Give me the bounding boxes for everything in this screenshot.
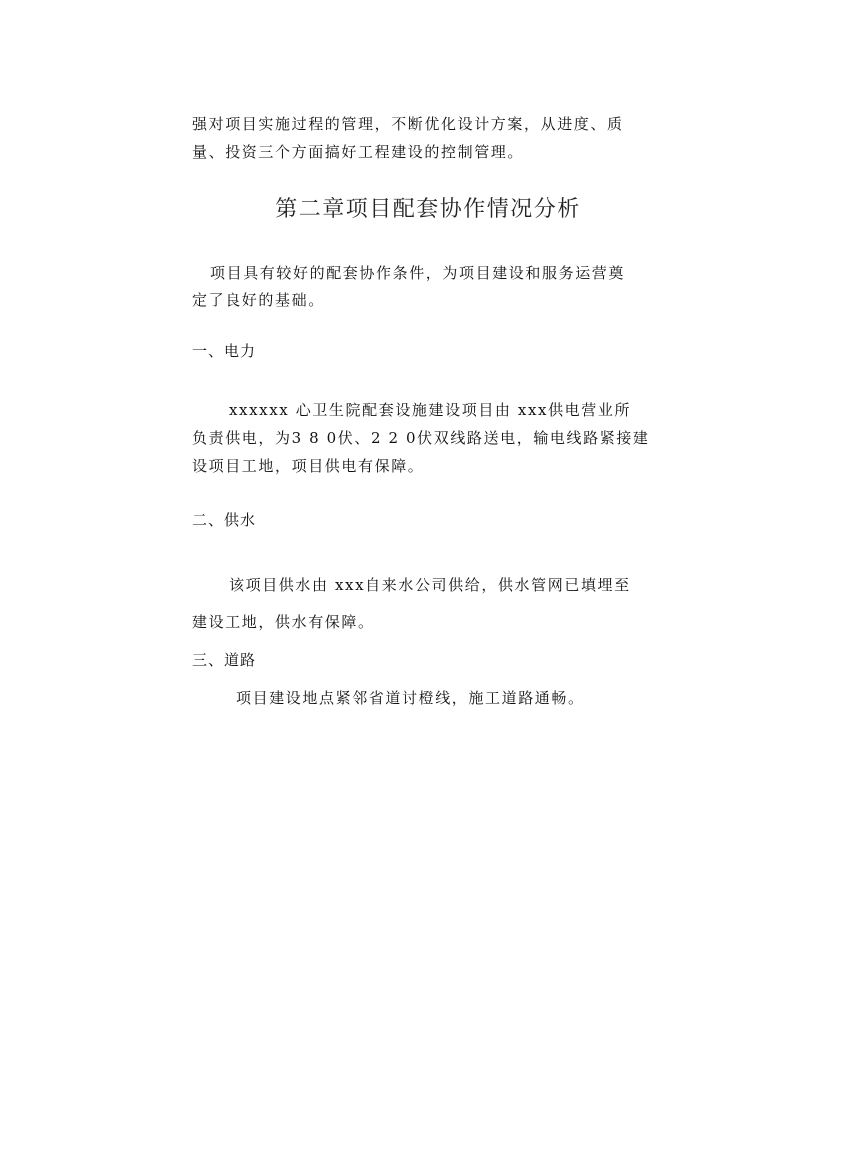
water-line-2: 建设工地，供水有保障。	[192, 613, 375, 631]
summary-line-2: 定了良好的基础。	[192, 291, 325, 309]
section-heading-roads: 三、道路	[192, 651, 257, 669]
electricity-line-2: 负责供电，为3 8 0伏、2 2 0伏双线路送电，输电线路紧接建	[192, 429, 650, 447]
roads-line-1: 项目建设地点紧邻省道讨橙线，施工道路通畅。	[236, 689, 585, 707]
electricity-line-3: 设项目工地，项目供电有保障。	[192, 457, 425, 475]
summary-line-1: 项目具有较好的配套协作条件，为项目建设和服务运营奠	[210, 264, 626, 282]
intro-line-1: 强对项目实施过程的管理，不断优化设计方案，从进度、质	[192, 115, 624, 133]
electricity-line-1: xxxxxx 心卫生院配套设施建设项目由 xxx供电营业所	[229, 401, 632, 419]
intro-line-2: 量、投资三个方面搞好工程建设的控制管理。	[192, 143, 525, 161]
chapter-title: 第二章项目配套协作情况分析	[275, 197, 581, 222]
section-heading-water-supply: 二、供水	[192, 511, 257, 529]
section-heading-electricity: 一、电力	[192, 342, 257, 360]
water-line-1: 该项目供水由 xxx自来水公司供给，供水管网已填埋至	[229, 576, 631, 594]
